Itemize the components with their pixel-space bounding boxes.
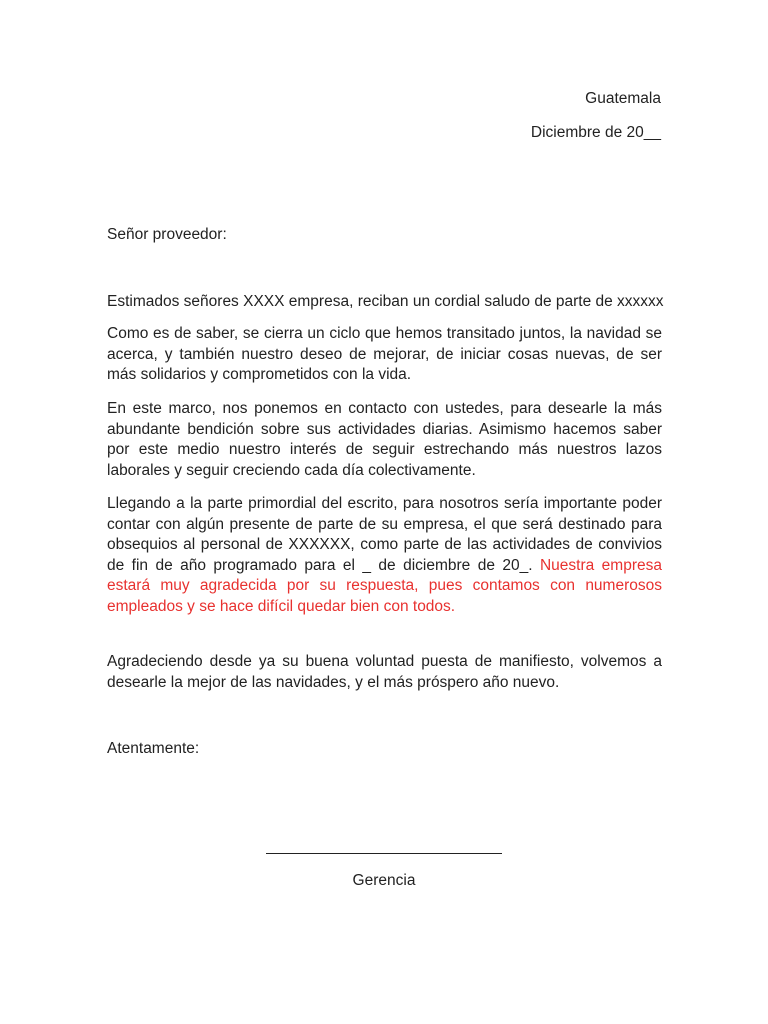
letter-paragraph-3: [107, 494, 662, 617]
letter-closing: Atentamente:: [107, 740, 200, 757]
letter-paragraph-4: Agradeciendo desde ya su buena voluntad puesta de manifiesto, volvemos a desearle la mejor de las navidades, y el más próspero año nuevo.: [107, 653, 662, 691]
letter-date: Diciembre de 20__: [530, 124, 661, 141]
letter-city: Guatemala: [585, 90, 661, 107]
letter-paragraph-2: En este marco, nos ponemos en contacto con ustedes, para desearle la más abundante bendición sobre sus actividades diarias. Asimismo hacemos saber por este medio nuestro interés de seguir estrechando más nuestros lazos laborales y seguir creciendo cada día colectivamente.: [107, 400, 662, 479]
letter-paragraph-3-text: Llegando a la parte primordial del escrito, para nosotros sería importante poder contar con algún presente de parte de su empresa, el que será destinado para obsequios al personal de XXXXXX, como parte de las actividades de convivios de fin de año programado para el _ de diciembre de 20_.: [107, 495, 662, 574]
letter-salutation: Señor proveedor:: [107, 226, 227, 243]
letter-greeting: Estimados señores XXXX empresa, reciban un cordial saludo de parte de xxxxxx: [107, 293, 664, 310]
letter-paragraph-1: Como es de saber, se cierra un ciclo que hemos transitado juntos, la navidad se acerca, y también nuestro deseo de mejorar, de iniciar cosas nuevas, de ser más solidarios y comprometidos con la vida.: [107, 325, 662, 383]
letter-paragraph-3-highlight: Nuestra empresa estará muy agradecida por su respuesta, pues contamos con numerosos empleados y se hace difícil quedar bien con todos.: [107, 556, 662, 615]
signature-title: Gerencia: [352, 872, 416, 889]
signature-line: [266, 853, 502, 854]
